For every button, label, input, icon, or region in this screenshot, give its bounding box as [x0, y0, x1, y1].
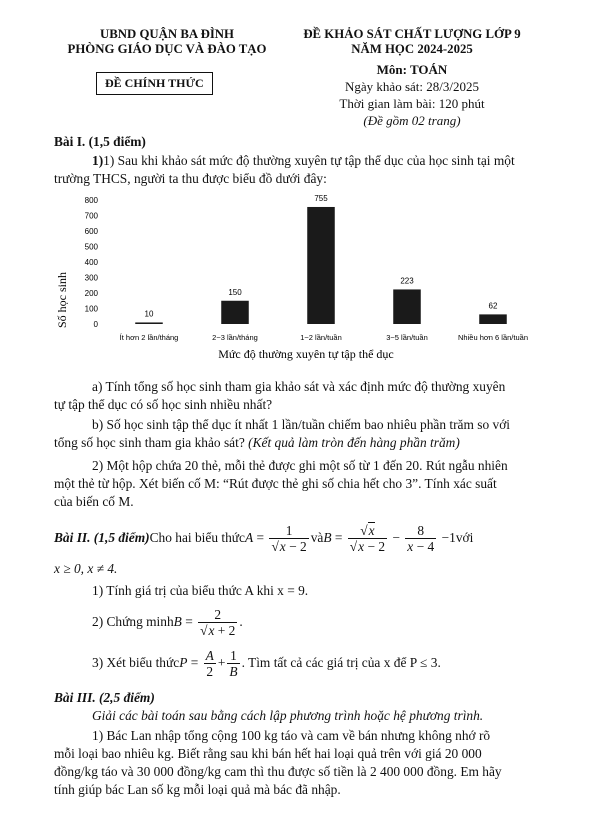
bar-value-label: 755 [314, 193, 328, 203]
official-box: ĐỀ CHÍNH THỨC [96, 72, 213, 95]
y-axis-label: Số học sinh [55, 271, 69, 329]
y-tick-label: 0 [93, 320, 98, 329]
bai2-q3: 3) Xét biểu thức P = $\frac{A}{2}$ + $\frac{1}{B}$ . Tìm tất cả các giá trị của x để P ≤ 3. [92, 647, 441, 679]
bai3-title: Bài III. (2,5 điểm) [54, 690, 155, 705]
expr-b-part2: $\frac{8}{x - 4}$ [407, 522, 435, 554]
expr-p-part1: $\frac{A}{2}$ [205, 647, 214, 679]
expr-p-part2: $\frac{1}{B}$ [229, 647, 238, 679]
expr-b-simplified: $\frac{2}{√x + 2}$ [200, 606, 236, 638]
y-tick-label: 400 [84, 258, 98, 267]
bar-value-label: 150 [228, 287, 242, 297]
bai1-qb-1: b) Số học sinh tập thể dục ít nhất 1 lần/tuần chiếm bao nhiêu phần trăm so với [92, 417, 511, 432]
bai2-q1: 1) Tính giá trị của biểu thức A khi x = 9. [92, 583, 309, 598]
header-pages: (Đề gồm 02 trang) [363, 113, 461, 128]
bai2-and: và [310, 530, 324, 545]
bar [135, 322, 163, 324]
bai1-qb-2 [54, 434, 551, 451]
x-tick-label: Ít hơn 2 lần/tháng [119, 333, 179, 342]
bai2-condition: x ≥ 0, x ≠ 4. [54, 561, 118, 576]
header-right-line2: NĂM HỌC 2024-2025 [351, 42, 473, 56]
x-tick-label: 2~3 lần/tháng [212, 333, 258, 342]
bar-chart [54, 190, 546, 365]
y-tick-label: 700 [84, 211, 98, 221]
y-tick-label: 800 [84, 196, 98, 205]
y-tick-label: 200 [84, 289, 98, 298]
expr-a: $\frac{1}{√x - 2}$ [271, 522, 307, 554]
y-tick-label: 500 [84, 242, 98, 252]
bar [307, 207, 335, 324]
bai1-qb-2-text: tổng số học sinh tham gia khảo sát? [54, 435, 249, 450]
x-axis-label: Mức độ thường xuyên tự tập thể dục [218, 347, 394, 361]
bai3-q1-3: đồng/kg táo và 30 000 đồng/kg cam thì thu được số tiền là 2 400 000 đồng. Em hãy [54, 764, 502, 779]
header-left-line1: UBND QUẬN BA ĐÌNH [99, 27, 235, 41]
bai1-q2-3: của biến cố M. [54, 494, 134, 509]
header-right-line1: ĐỀ KHẢO SÁT CHẤT LƯỢNG LỚP 9 [303, 27, 521, 41]
y-axis [85, 196, 99, 329]
chart-bars [135, 194, 507, 324]
bai2-q2-text: 2) Chứng minh [92, 614, 174, 629]
bar [221, 301, 249, 324]
bai1-q2-2: một thẻ từ hộp. Xét biến cố M: “Rút được thẻ ghi số chia hết cho 3”. Tính xác suất [54, 476, 497, 491]
bai1-qa-1: a) Tính tổng số học sinh tham gia khảo sát và xác định mức độ thường xuyên [92, 379, 506, 394]
bai1-q1-intro-2: trường THCS, người ta thu được biểu đồ dưới đây: [54, 171, 327, 186]
y-tick-label: 300 [84, 273, 98, 283]
bar-value-label: 223 [400, 276, 414, 286]
bai2-with: với [455, 530, 474, 545]
header-subject: Môn: TOÁN [376, 62, 448, 77]
bai3-q1-2: mỗi loại bao nhiêu kg. Biết rằng sau khi bán hết hai loại quả trên với giá 20 000 [54, 746, 482, 761]
bai1-q1-intro-1: 1)1) Sau khi khảo sát mức độ thường xuyên tự tập thể dục của học sinh tại một [92, 153, 515, 168]
header-time: Thời gian làm bài: 120 phút [339, 96, 485, 111]
bai2-title: Bài II. (1,5 điểm) [54, 530, 150, 545]
bai2-q3-condition: . Tìm tất cả các giá trị của x để P ≤ 3. [241, 655, 441, 670]
y-tick-label: 100 [84, 304, 98, 314]
bai1-qb-2-note: (Kết quả làm tròn đến hàng phần trăm) [248, 435, 460, 450]
bai3-instruction: Giải các bài toán sau bằng cách lập phương trình hoặc hệ phương trình. [92, 708, 484, 723]
bar [479, 314, 507, 324]
bai2-intro: Cho hai biểu thức [149, 530, 245, 545]
header-date: Ngày khảo sát: 28/3/2025 [345, 79, 479, 94]
bai3-q1-1: 1) Bác Lan nhập tổng cộng 100 kg táo và cam về bán nhưng không nhớ rõ [92, 728, 491, 743]
header-left-line2: PHÒNG GIÁO DỤC VÀ ĐÀO TẠO [67, 42, 267, 56]
bar-value-label: 10 [144, 309, 154, 319]
bar-value-label: 62 [488, 301, 498, 311]
bai1-q2-1: 2) Một hộp chứa 20 thẻ, mỗi thẻ được ghi một số từ 1 đến 20. Rút ngẫu nhiên [92, 458, 508, 473]
x-tick-label: 1~2 lần/tuần [300, 333, 342, 342]
bai1-qa-2: tự tập thể dục có số học sinh nhiều nhất? [54, 397, 273, 412]
x-tick-label: Nhiều hơn 6 lần/tuần [458, 333, 528, 342]
bar [393, 289, 421, 324]
bai2-statement: Bài II. (1,5 điểm) Cho hai biểu thức A = $\frac{1}{√x - 2}$ và B = $\frac{√x}{√x - 2}$ − $\frac{8}{x - 4}$ −1 với [54, 522, 474, 554]
expr-b-part1: $\frac{√x}{√x - 2}$ [349, 522, 386, 554]
bai1-q1-intro-1-text: 1) Sau khi khảo sát mức độ thường xuyên tự tập thể dục của học sinh tại một [103, 153, 515, 168]
bai1-title: Bài I. (1,5 điểm) [54, 134, 146, 149]
x-tick-labels [120, 333, 528, 342]
bai2-q3-text: 3) Xét biểu thức [92, 655, 180, 670]
x-tick-label: 3~5 lần/tuần [386, 333, 428, 342]
y-tick-label: 600 [84, 227, 98, 236]
bai3-q1-4: tính giúp bác Lan số kg mỗi loại quả mà bác đã nhập. [54, 782, 341, 797]
bai2-q2: 2) Chứng minh B = $\frac{2}{√x + 2}$ . [92, 606, 243, 638]
